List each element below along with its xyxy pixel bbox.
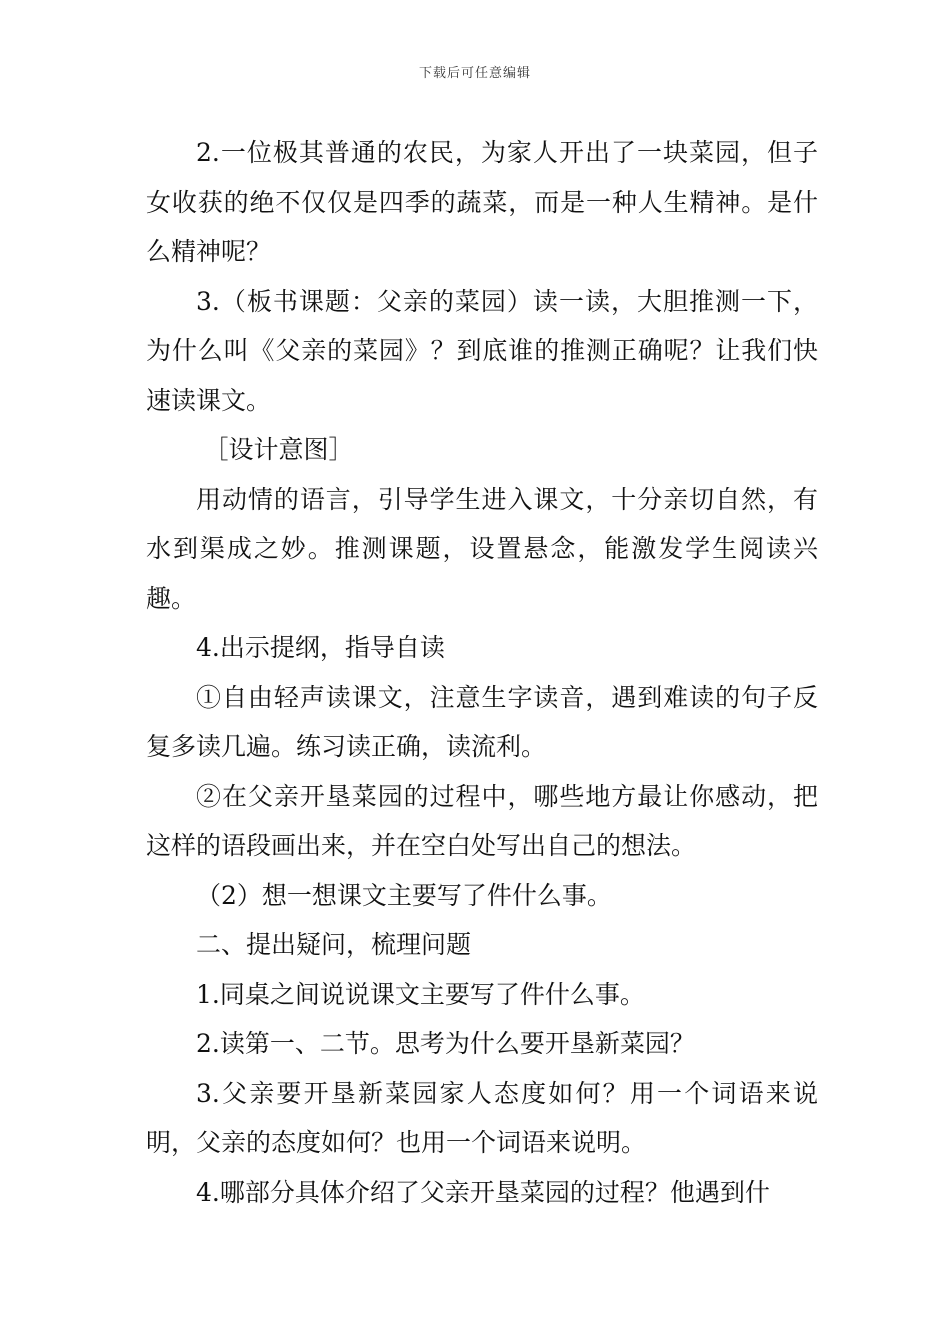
- paragraph-outline-heading: 4.出示提纲，指导自读: [196, 633, 445, 662]
- section-heading-questions: 二、提出疑问，梳理问题: [196, 930, 472, 959]
- document-body: [146, 128, 818, 1217]
- paragraph-question-2: 2.读第一、二节。思考为什么要开垦新菜园？: [196, 1029, 695, 1058]
- paragraph-design-intent-heading: ［设计意图］: [203, 435, 354, 464]
- paragraph-outline-item-1: ①自由轻声读课文，注意生字读音，遇到难读的句子反复多读几遍。练习读正确，读流利。: [146, 682, 818, 761]
- paragraph-intro-farmer: 2.一位极其普通的农民，为家人开出了一块菜园，但子女收获的绝不仅仅是四季的蔬菜，而是一种人生精神。是什么精神呢？: [146, 138, 818, 266]
- paragraph-board-title: 3.（板书课题：父亲的菜园）读一读，大胆推测一下，为什么叫《父亲的菜园》？到底谁的推测正确呢？让我们快速读课文。: [146, 286, 818, 415]
- paragraph-outline-item-2: ②在父亲开垦菜园的过程中，哪些地方最让你感动，把这样的语段画出来，并在空白处写出自己的想法。: [146, 781, 818, 860]
- paragraph-question-4: 4.哪部分具体介绍了父亲开垦菜园的过程？他遇到什: [196, 1177, 770, 1207]
- page-header: 下载后可任意编辑: [418, 66, 531, 81]
- paragraph-outline-item-3: （2）想一想课文主要写了件什么事。: [196, 880, 612, 910]
- paragraph-question-1: 1.同桌之间说说课文主要写了件什么事。: [196, 979, 645, 1009]
- paragraph-design-intent-body: 用动情的语言，引导学生进入课文，十分亲切自然，有水到渠成之妙。推测课题，设置悬念，能激发学生阅读兴趣。: [146, 484, 818, 613]
- paragraph-question-3: 3.父亲要开垦新菜园家人态度如何？用一个词语来说明，父亲的态度如何？也用一个词语来说明。: [146, 1078, 818, 1157]
